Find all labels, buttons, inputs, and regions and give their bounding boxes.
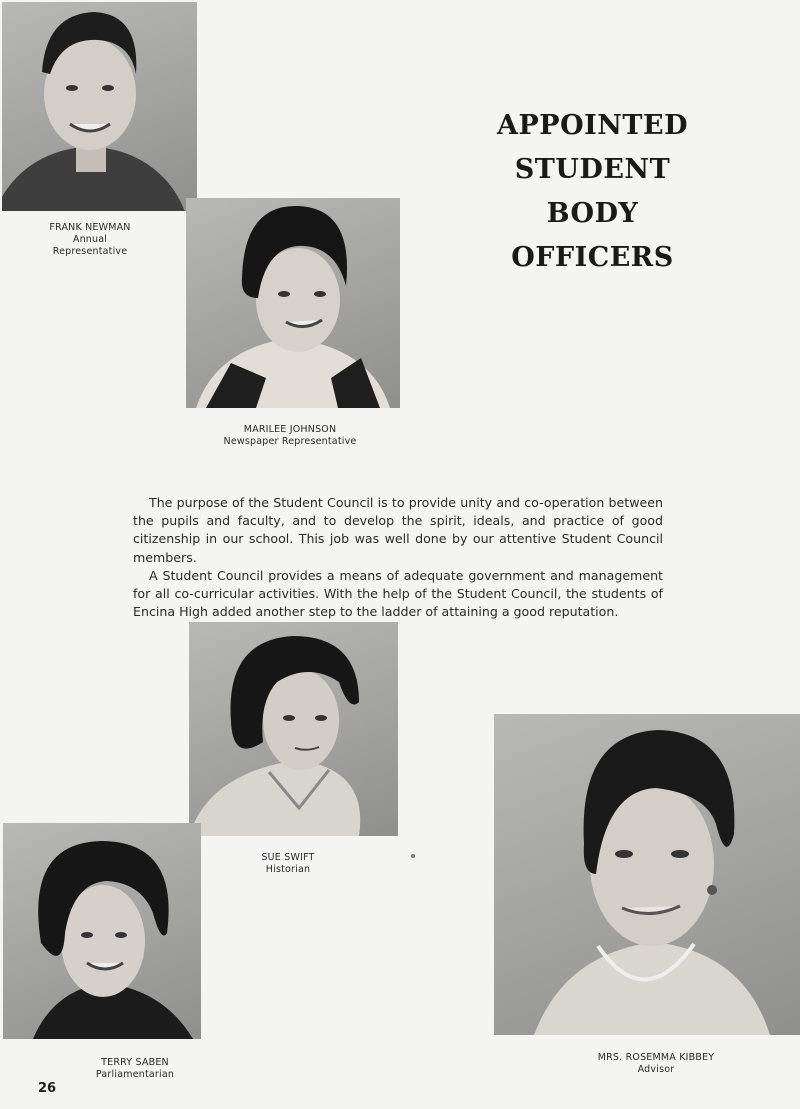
title-line: BODY <box>546 198 639 229</box>
caption-sue-swift <box>228 852 348 876</box>
officer-name: TERRY SABEN <box>101 1057 169 1068</box>
officer-role: Parliamentarian <box>95 1069 175 1080</box>
officer-role: Representative <box>52 246 128 257</box>
officer-name: MRS. ROSEMMA KIBBEY <box>597 1052 715 1063</box>
page-title <box>490 104 695 280</box>
portrait-marilee-johnson <box>186 198 400 408</box>
caption-rosemma-kibbey <box>576 1052 736 1076</box>
officer-role: Historian <box>265 864 311 875</box>
officer-role: Advisor <box>637 1064 675 1075</box>
title-line: OFFICERS <box>511 242 674 273</box>
paragraph: A Student Council provides a means of adequate government and management for all co-curricular activities. With the help of the Student Council, the students of Encina High added another step to the ladder of attaining a good reputation. <box>133 567 663 620</box>
officer-role: Newspaper Representative <box>223 436 357 447</box>
paragraph: The purpose of the Student Council is to provide unity and co-operation between the pupils and faculty, and to develop the spirit, ideals, and practice of good citizenship in our school. This job was well done by our attentive Student Council members. <box>133 495 663 565</box>
page-number: 26 <box>38 1081 57 1096</box>
caption-marilee-johnson <box>200 424 380 448</box>
officer-name: FRANK NEWMAN <box>49 222 131 233</box>
portrait-rosemma-kibbey <box>494 714 800 1035</box>
title-line: APPOINTED <box>497 110 688 141</box>
officer-role: Annual <box>72 234 108 245</box>
officer-name: MARILEE JOHNSON <box>243 424 337 435</box>
portrait-sue-swift <box>189 622 398 836</box>
officer-name: SUE SWIFT <box>261 852 315 863</box>
title-line: STUDENT <box>514 154 671 185</box>
caption-frank-newman <box>20 222 160 258</box>
portrait-frank-newman <box>2 2 197 211</box>
council-description <box>133 494 663 621</box>
print-speck <box>411 854 415 858</box>
portrait-terry-saben <box>3 823 201 1039</box>
caption-terry-saben <box>70 1057 200 1081</box>
